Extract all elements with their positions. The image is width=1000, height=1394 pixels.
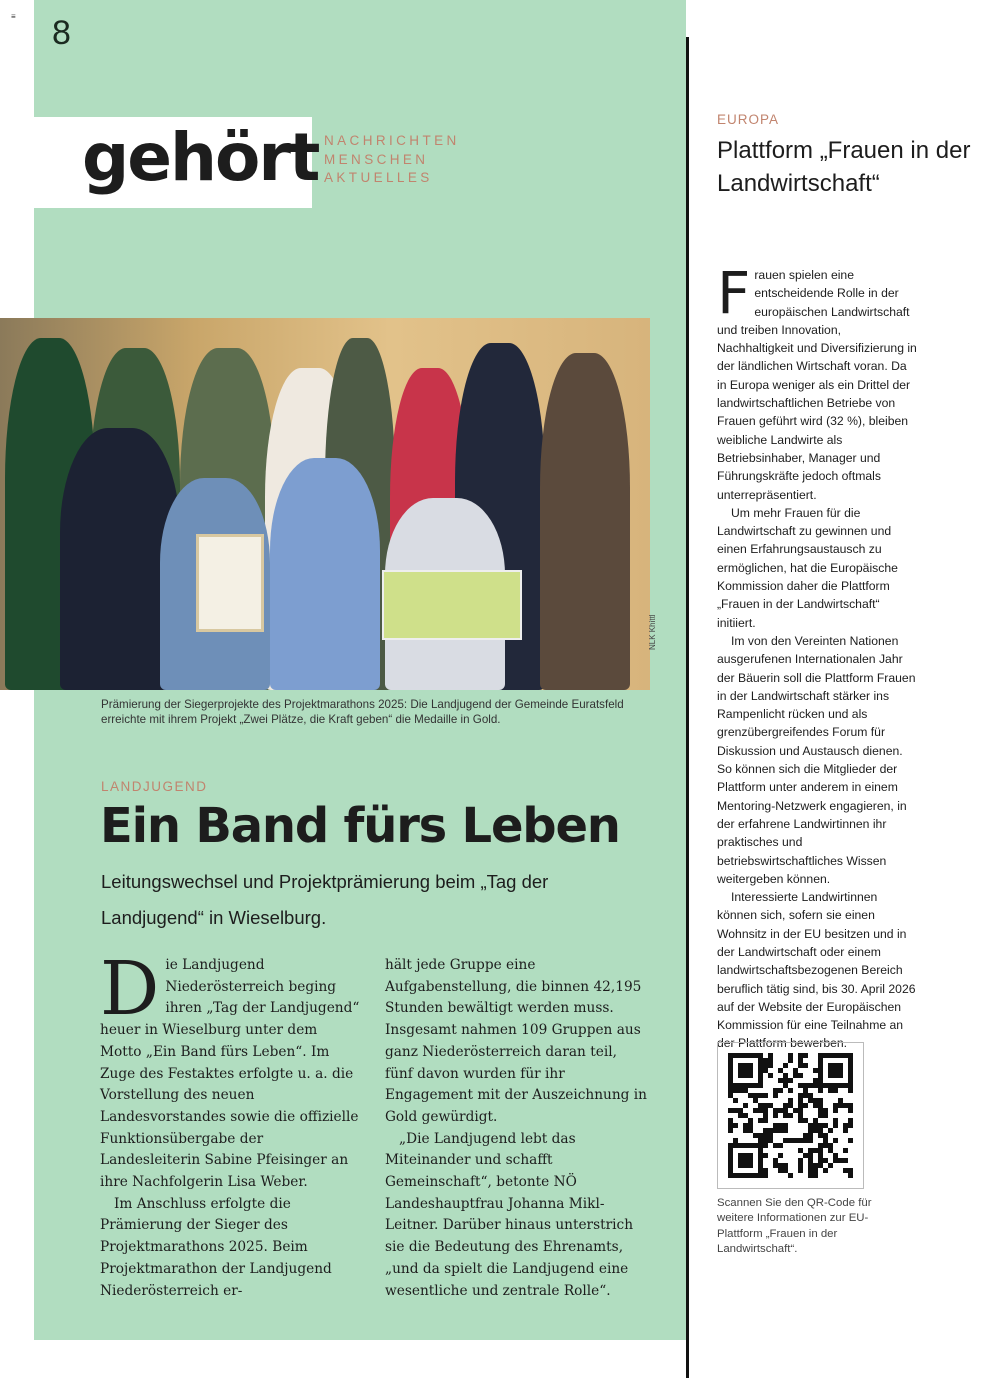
article-headline: Ein Band fürs Leben — [100, 798, 620, 854]
sidebar-paragraph: Im von den Vereinten Nationen ausgerufenen Internationalen Jahr der Bäuerin soll die Plattform Frauen in der Landwirtschaft stärker ins Rampenlicht rücken und als grenzübergreifendes Forum für Diskussion und Austausch dienen. So können sich die Mitglieder der Plattform unter anderem in einem Mentoring-Netzwerk engagieren, in der erfahrene Landwirtinnen ihr praktisches und betriebswirtschaftliches Wissen weitergeben können. — [717, 633, 916, 886]
rubric-line: NACHRICHTEN — [324, 133, 460, 148]
qr-caption: Scannen Sie den QR-Code für weitere Informationen zur EU-Plattform „Frauen in der Landwirtschaft“. — [717, 1197, 872, 1255]
article-column-right — [385, 955, 647, 1302]
page-number: 8 — [52, 14, 71, 52]
rubric-line: AKTUELLES — [324, 170, 433, 185]
article-column-left — [100, 946, 362, 1302]
sidebar-kicker: EUROPA — [717, 112, 780, 127]
qr-code-pattern — [728, 1053, 853, 1178]
rubric-line: MENSCHEN — [324, 151, 429, 167]
sidebar-title: Plattform „Frauen in der Landwirtschaft“ — [717, 137, 971, 197]
sidebar-paragraph: Interessierte Landwirtinnen können sich, sofern sie einen Wohnsitz in der EU besitzen und in der Landwirtschaft oder einem landwirtschaftsbezogenen Bereich beruflich tätig sind, bis 30. April 2026 auf der Website der Europäischen Kommission für eine Teilnahme an der Plattform bewerben. — [717, 890, 916, 1051]
article-kicker: LANDJUGEND — [101, 779, 208, 794]
sidebar-paragraph: Um mehr Frauen für die Landwirtschaft zu gewinnen und einen Erfahrungsaustausch zu ermöglichen, hat die Europäische Kommission daher die Plattform „Frauen in der Landwirtschaft“ initiiert. — [717, 505, 898, 630]
sidebar-paragraph: rauen spielen eine entscheidende Rolle in der europäischen Landwirtschaft und treiben Innovation, Nachhaltigkeit und Diversifizierung in der ländlichen Wirtschaft voran. Da in Europa weniger als ein Drittel der landwirtschaftlichen Betriebe von Frauen geführt wird (32 %), bleiben weibliche Landwirte als Betriebsinhaber, Manager und Führungskräfte jedoch oftmals unterrepräsentiert. — [717, 268, 917, 502]
sidebar-divider — [686, 37, 689, 1378]
article-paragraph: hält jede Gruppe eine Aufgabenstellung, die binnen 42,195 Stunden bewältigt werden muss. Insgesamt nahmen 109 Gruppen aus ganz Niederösterreich daran teil, fünf davon wurden für ihr Engagement mit der Auszeichnung in Gold gewürdigt. — [385, 957, 647, 1125]
qr-code[interactable] — [717, 1042, 864, 1189]
article-paragraph: Im Anschluss erfolgte die Prämierung der Sieger des Projektmarathons 2025. Beim Projektmarathon der Landjugend Niederösterreich er- — [100, 1195, 332, 1299]
group-photo — [0, 318, 650, 690]
drop-cap: D — [100, 946, 160, 1032]
section-logo-box — [34, 117, 319, 208]
article-paragraph: ie Landjugend Niederösterreich beging ihren „Tag der Landjugend“ heuer in Wieselburg unter dem Motto „Ein Band fürs Leben“. Im Zuge des Festaktes erfolgte u. a. die Vorstellung des neuen Landesvorstandes sowie die offizielle Funktionsübergabe der Landesleiterin Sabine Pfeisinger an ihre Nachfolgerin Lisa Weber. — [100, 957, 360, 1191]
drop-cap: F — [717, 259, 751, 327]
corner-marker: ≡ — [11, 12, 16, 21]
article-subheadline: Leitungswechsel und Projektprämierung beim „Tag der Landjugend“ in Wieselburg. — [101, 871, 549, 928]
photo-caption: Prämierung der Siegerprojekte des Projektmarathons 2025: Die Landjugend der Gemeinde Euratsfeld erreichte mit ihrem Projekt „Zwei Plätze, die Kraft geben“ die Medaille in Gold. — [101, 698, 624, 726]
section-logo: gehört — [82, 119, 319, 196]
section-rubric — [324, 132, 460, 188]
photo-credit: NLK Khittl — [648, 614, 657, 650]
sidebar-body — [717, 259, 917, 1053]
article-paragraph: „Die Landjugend lebt das Miteinander und schafft Gemeinschaft“, betonte NÖ Landeshauptfrau Johanna Mikl-Leitner. Darüber hinaus unterstrich sie die Bedeutung des Ehrenamts, „und da spielt die Landjugend eine wesentliche und zentrale Rolle“. — [385, 1130, 634, 1299]
